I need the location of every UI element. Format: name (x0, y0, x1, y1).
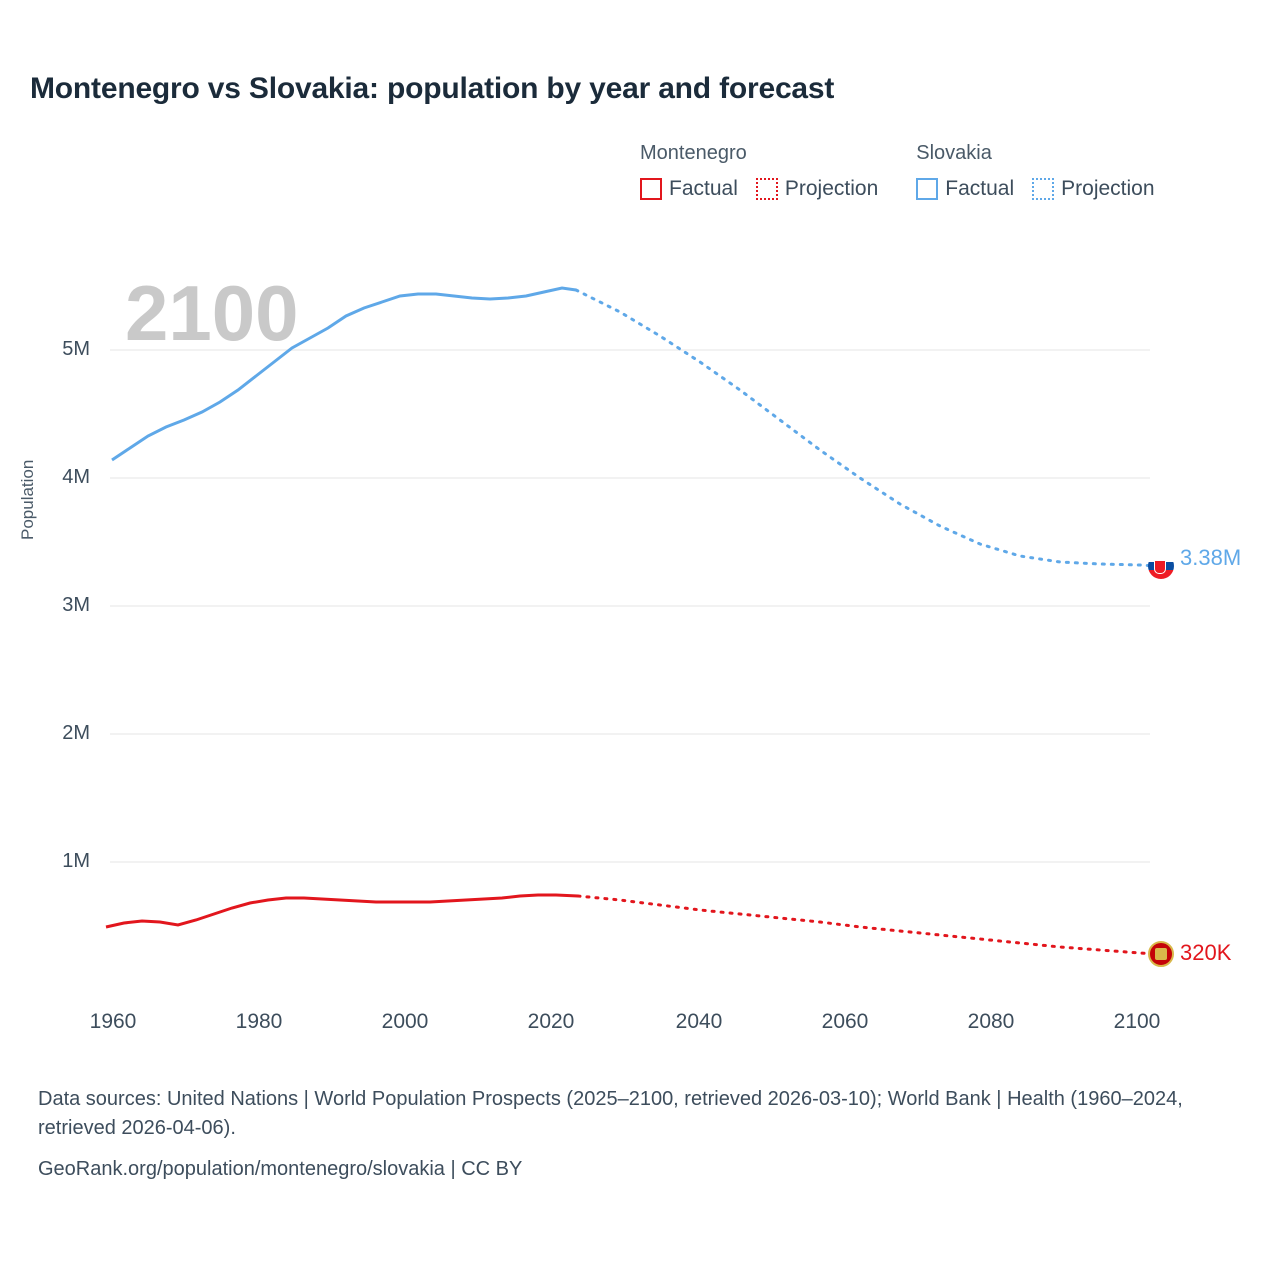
y-tick-2m: 2M (62, 722, 90, 744)
x-tick-1980: 1980 (235, 1010, 283, 1033)
x-tick-2100: 2100 (1113, 1010, 1161, 1033)
end-label-slovakia: 3.38M (1180, 545, 1242, 570)
legend-label-montenegro-projection: Projection (784, 177, 879, 200)
footer (38, 1085, 1238, 1184)
legend-swatch-dotted-icon (756, 178, 778, 200)
y-tick-4m: 4M (62, 466, 90, 488)
legend-group-montenegro (640, 142, 878, 201)
x-tick-2020: 2020 (527, 1010, 575, 1033)
x-tick-2080: 2080 (967, 1010, 1015, 1033)
legend-swatch-solid-icon (916, 178, 938, 200)
x-tick-2000: 2000 (381, 1010, 429, 1033)
end-label-montenegro: 320K (1180, 940, 1232, 965)
legend-country-montenegro: Montenegro (640, 142, 747, 164)
page-title: Montenegro vs Slovakia: population by year and forecast (30, 72, 835, 105)
credit-text: GeoRank.org/population/montenegro/slovakia | CC BY (38, 1158, 523, 1180)
y-tick-1m: 1M (62, 850, 90, 872)
gridlines (110, 350, 1150, 862)
y-tick-5m: 5M (62, 338, 90, 360)
legend-swatch-dotted-icon (1032, 178, 1054, 200)
watermark-year: 2100 (125, 269, 299, 357)
y-tick-3m: 3M (62, 594, 90, 616)
flag-montenegro-icon (1148, 941, 1174, 967)
legend-item-montenegro-projection[interactable] (756, 177, 878, 201)
x-tick-2060: 2060 (821, 1010, 869, 1033)
x-tick-1960: 1960 (89, 1010, 137, 1033)
legend-country-slovakia: Slovakia (916, 142, 992, 164)
legend-group-slovakia (916, 142, 1154, 201)
chart-legend (640, 142, 1155, 201)
legend-item-slovakia-projection[interactable] (1032, 177, 1154, 201)
legend-swatch-solid-icon (640, 178, 662, 200)
y-axis-label: Population (18, 459, 37, 540)
series-line-slovakia-factual (112, 288, 576, 460)
x-tick-2040: 2040 (675, 1010, 723, 1033)
chart-svg (0, 250, 1280, 1050)
series-line-montenegro-projection (578, 896, 1154, 954)
series-line-slovakia-projection (576, 290, 1156, 566)
legend-item-montenegro-factual[interactable] (640, 177, 738, 201)
legend-label-slovakia-factual: Factual (945, 177, 1015, 200)
legend-label-slovakia-projection: Projection (1061, 177, 1155, 200)
legend-item-slovakia-factual[interactable] (916, 177, 1014, 201)
legend-label-montenegro-factual: Factual (669, 177, 738, 200)
series-line-montenegro-factual (106, 895, 578, 927)
flag-slovakia-icon (1148, 553, 1174, 579)
plot-area (0, 250, 1280, 1050)
data-sources-text: Data sources: United Nations | World Population Prospects (2025–2100, retrieved 2026-03-10); World Bank | Health (1960–2024, retrieved 2026-04-06). (38, 1088, 1183, 1139)
